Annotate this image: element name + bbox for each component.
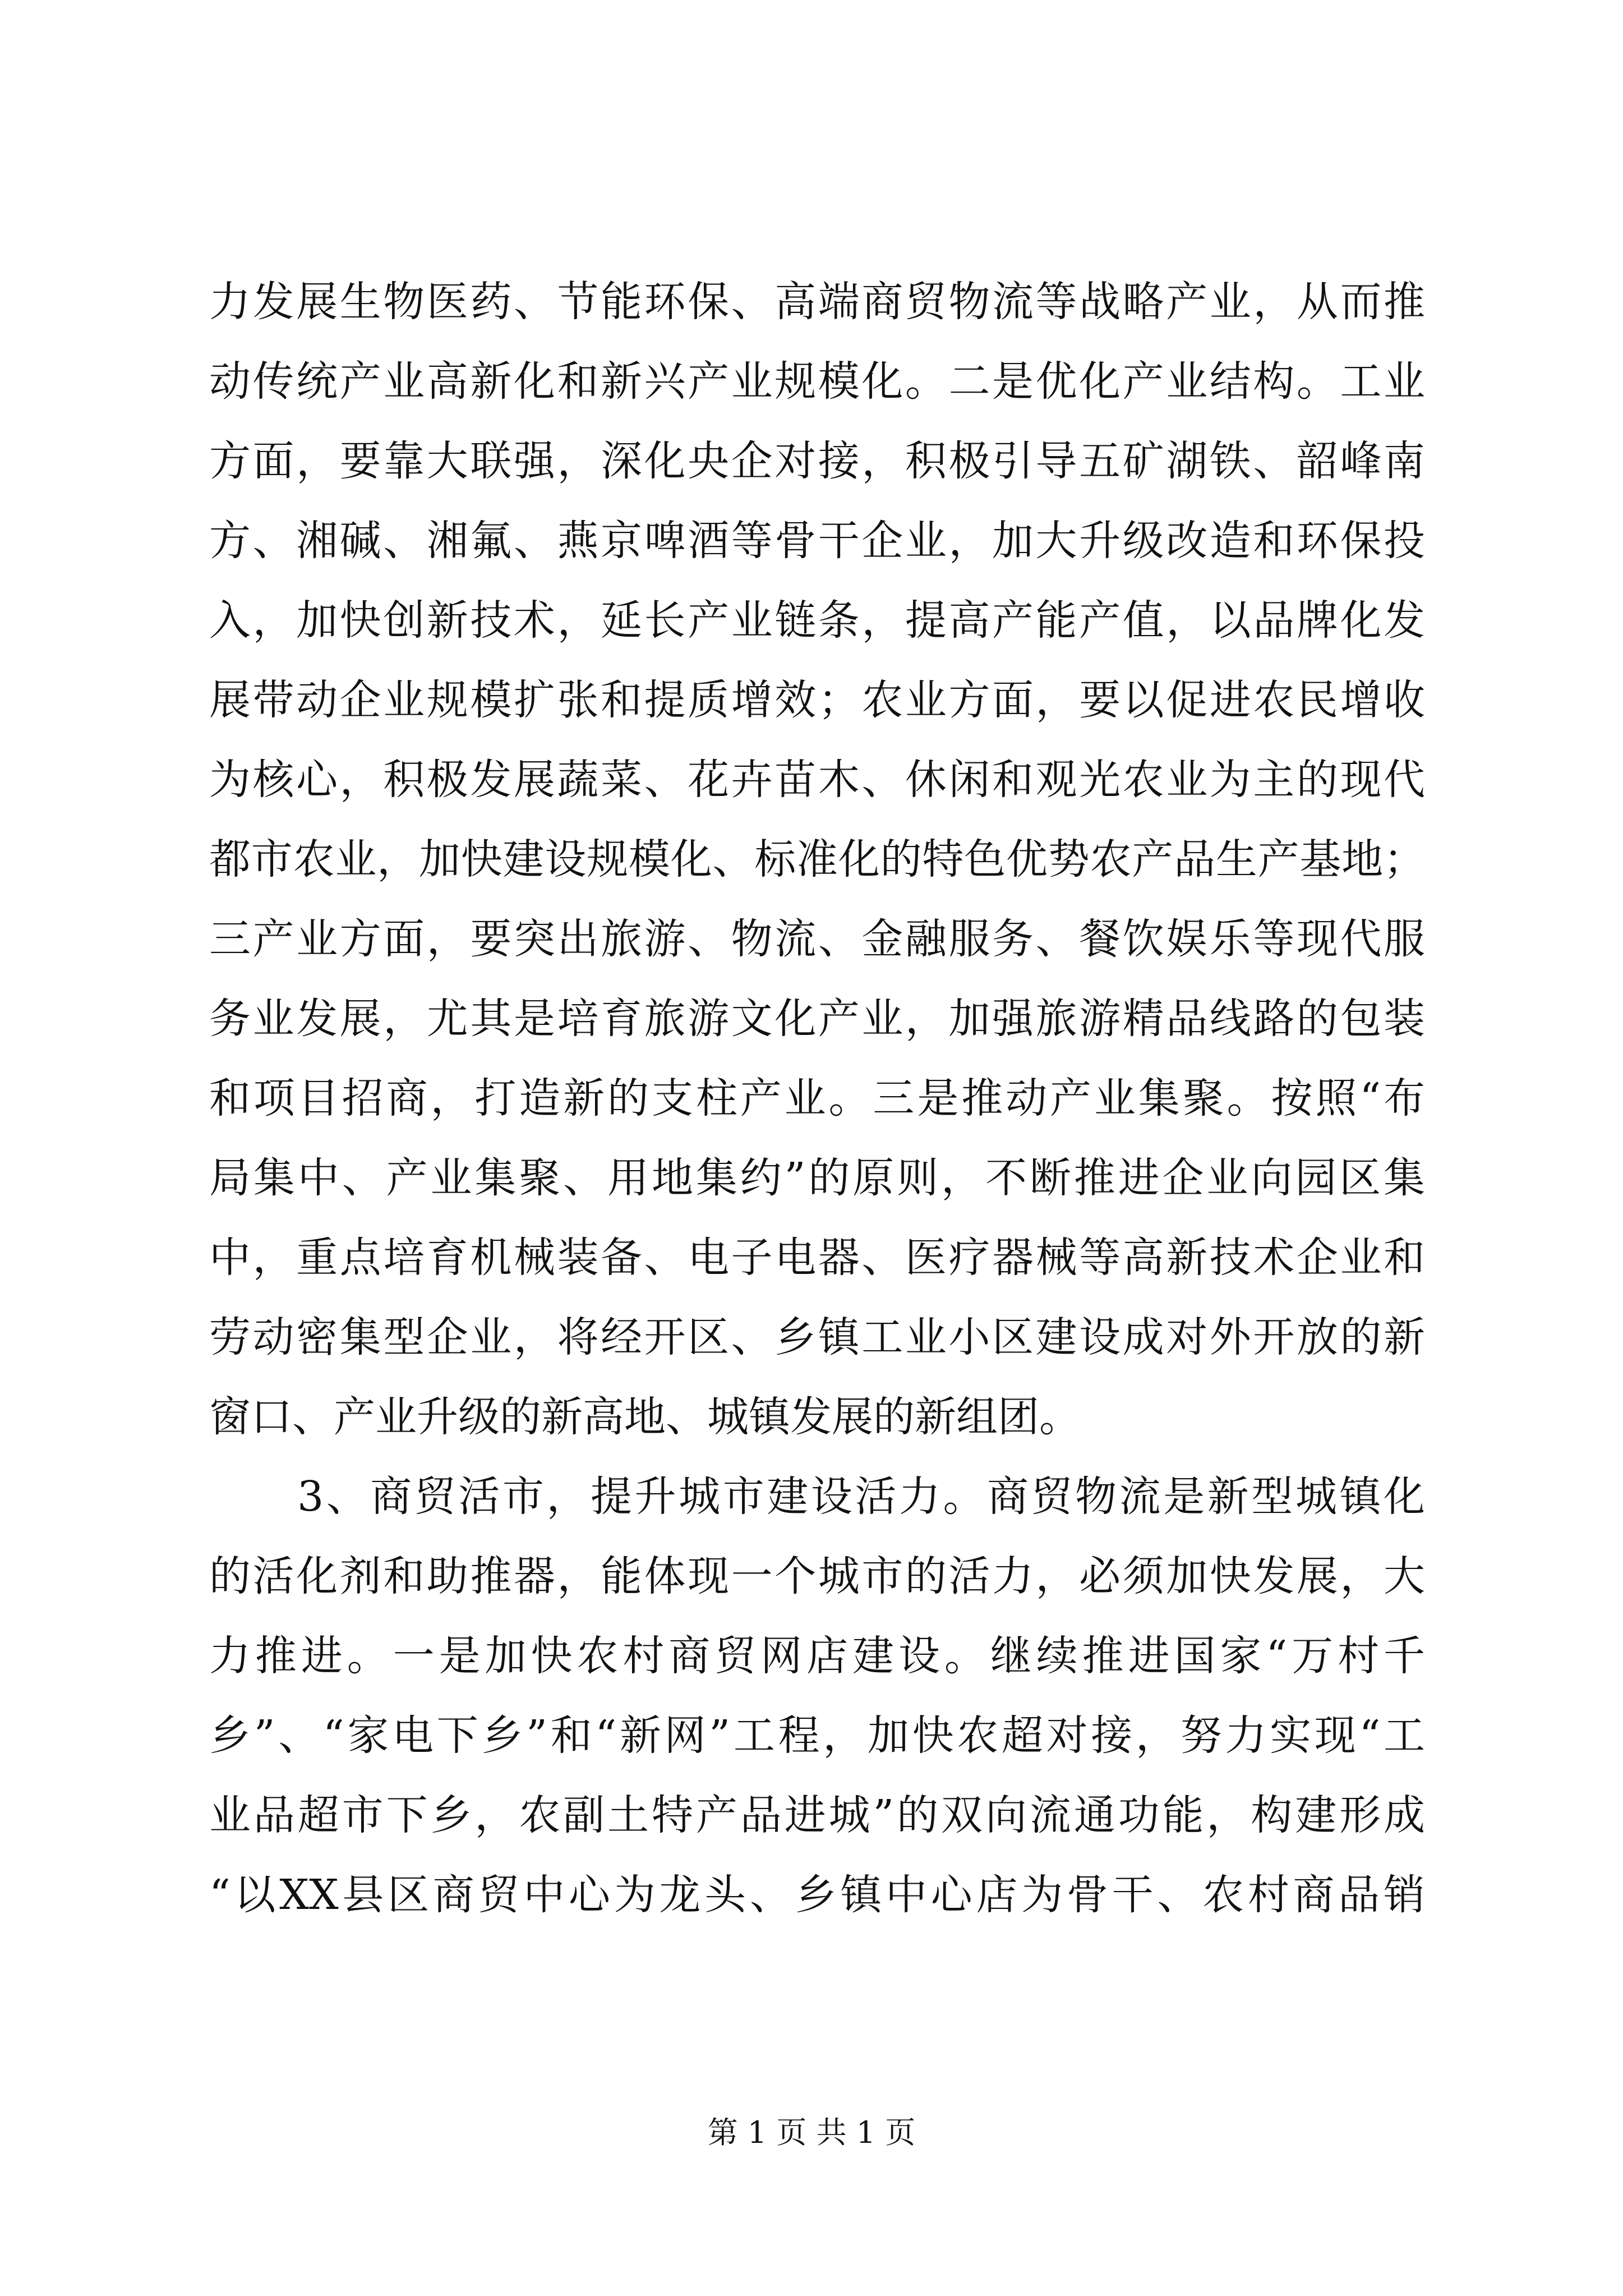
text-line: “以XX县区商贸中心为龙头、乡镇中心店为骨干、农村商品销 bbox=[209, 1871, 1425, 1919]
text-line: 力推进。一是加快农村商贸网店建设。继续推进国家“万村千 bbox=[209, 1632, 1425, 1680]
text-line: 三产业方面，要突出旅游、物流、金融服务、餐饮娱乐等现代服 bbox=[209, 915, 1425, 963]
text-line: 务业发展，尤其是培育旅游文化产业，加强旅游精品线路的包装 bbox=[209, 995, 1425, 1043]
text-line: 中，重点培育机械装备、电子电器、医疗器械等高新技术企业和 bbox=[209, 1234, 1425, 1282]
text-line: 和项目招商，打造新的支柱产业。三是推动产业集聚。按照“布 bbox=[209, 1074, 1425, 1122]
text-line: 动传统产业高新化和新兴产业规模化。二是优化产业结构。工业 bbox=[209, 357, 1425, 406]
text-line: 局集中、产业集聚、用地集约”的原则，不断推进企业向园区集 bbox=[209, 1154, 1425, 1202]
text-line: 为核心，积极发展蔬菜、花卉苗木、休闲和观光农业为主的现代 bbox=[209, 756, 1425, 804]
text-line: 都市农业，加快建设规模化、标准化的特色优势农产品生产基地； bbox=[209, 835, 1425, 884]
text-line: 方、湘碱、湘氟、燕京啤酒等骨干企业，加大升级改造和环保投 bbox=[209, 517, 1425, 565]
text-line: 方面，要靠大联强，深化央企对接，积极引导五矿湖铁、韶峰南 bbox=[209, 437, 1425, 485]
page-footer: 第 1 页 共 1 页 bbox=[707, 2115, 916, 2150]
text-line: 展带动企业规模扩张和提质增效；农业方面，要以促进农民增收 bbox=[209, 676, 1425, 724]
text-line: 3、商贸活市，提升城市建设活力。商贸物流是新型城镇化 bbox=[209, 1473, 1425, 1521]
text-line: 劳动密集型企业，将经开区、乡镇工业小区建设成对外开放的新 bbox=[209, 1313, 1425, 1361]
text-line: 窗口、产业升级的新高地、城镇发展的新组团。 bbox=[209, 1393, 1081, 1441]
text-line: 乡”、“家电下乡”和“新网”工程，加快农超对接，努力实现“工 bbox=[209, 1711, 1425, 1760]
text-line: 的活化剂和助推器，能体现一个城市的活力，必须加快发展，大 bbox=[209, 1552, 1425, 1600]
text-line: 力发展生物医药、节能环保、高端商贸物流等战略产业，从而推 bbox=[209, 278, 1425, 326]
text-line: 入，加快创新技术，延长产业链条，提高产能产值，以品牌化发 bbox=[209, 596, 1425, 645]
text-line: 业品超市下乡，农副土特产品进城”的双向流通功能，构建形成 bbox=[209, 1791, 1425, 1839]
